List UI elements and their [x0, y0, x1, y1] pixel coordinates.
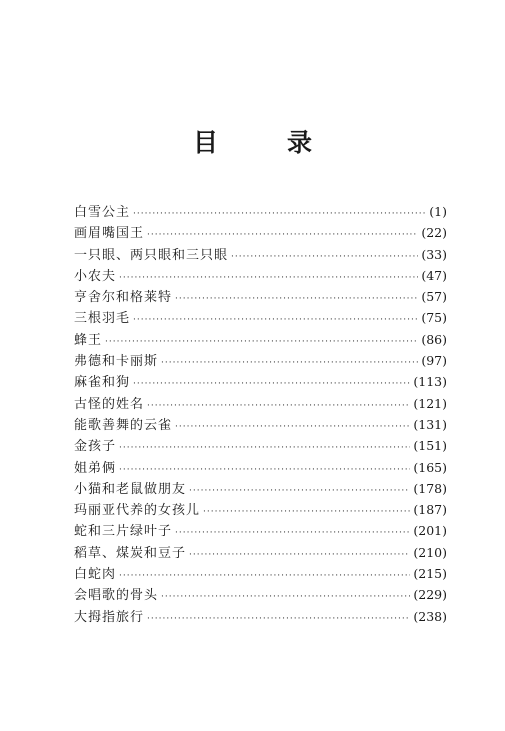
toc-page-number: (151): [413, 438, 447, 454]
toc-dot-leader: [119, 268, 418, 289]
toc-entry-15[interactable]: [74, 499, 447, 520]
toc-entry-18[interactable]: [74, 563, 447, 584]
toc-entry-title: 蜂王: [74, 332, 103, 348]
toc-entry-11[interactable]: [74, 414, 447, 435]
toc-dot-leader: [161, 587, 410, 608]
toc-page-number: (86): [421, 331, 447, 347]
toc-dot-leader: [175, 289, 418, 310]
toc-entry-9[interactable]: [74, 371, 447, 392]
toc-entry-3[interactable]: [74, 244, 447, 265]
toc-entry-10[interactable]: [74, 393, 447, 414]
toc-dot-leader: [119, 566, 410, 587]
toc-page-number: (121): [413, 395, 447, 411]
toc-dot-leader: [231, 247, 418, 268]
toc-entry-title: 会唱歌的骨头: [74, 588, 159, 604]
toc-entry-19[interactable]: [74, 584, 447, 605]
toc-entry-title: 三根羽毛: [74, 311, 131, 327]
toc-entry-title: 大拇指旅行: [74, 609, 145, 625]
toc-entry-title: 白蛇肉: [74, 567, 117, 583]
toc-page-number: (187): [413, 502, 447, 518]
toc-dot-leader: [161, 353, 418, 374]
toc-entry-20[interactable]: [74, 606, 447, 627]
toc-entry-6[interactable]: [74, 307, 447, 328]
toc-entry-title: 亨舍尔和格莱特: [74, 290, 173, 306]
toc-dot-leader: [175, 417, 410, 438]
toc-page-number: (75): [421, 310, 447, 326]
toc-entry-title: 金孩子: [74, 439, 117, 455]
toc-dot-leader: [119, 460, 410, 481]
toc-dot-leader: [133, 310, 418, 331]
toc-dot-leader: [105, 332, 418, 353]
toc-dot-leader: [189, 481, 410, 502]
toc-dot-leader: [133, 204, 426, 225]
toc-entry-title: 蛇和三片绿叶子: [74, 524, 173, 540]
toc-entry-14[interactable]: [74, 478, 447, 499]
toc-entry-2[interactable]: [74, 222, 447, 243]
toc-entry-title: 麻雀和狗: [74, 375, 131, 391]
toc-page-number: (201): [413, 523, 447, 539]
toc-dot-leader: [147, 609, 410, 630]
toc-entry-title: 能歌善舞的云雀: [74, 417, 173, 433]
toc-page-number: (238): [413, 608, 447, 624]
toc-entry-title: 小农夫: [74, 268, 117, 284]
toc-dot-leader: [175, 523, 410, 544]
toc-dot-leader: [133, 374, 410, 395]
toc-entry-13[interactable]: [74, 457, 447, 478]
toc-dot-leader: [203, 502, 410, 523]
toc-entry-title: 稻草、煤炭和豆子: [74, 545, 187, 561]
toc-page-number: (165): [413, 459, 447, 475]
toc-dot-leader: [119, 438, 410, 459]
toc-entry-title: 古怪的姓名: [74, 396, 145, 412]
toc-page-number: (1): [429, 204, 447, 219]
toc-page-number: (22): [421, 225, 447, 241]
toc-entry-16[interactable]: [74, 520, 447, 541]
toc-entry-5[interactable]: [74, 286, 447, 307]
toc-entry-17[interactable]: [74, 542, 447, 563]
toc-entry-8[interactable]: [74, 350, 447, 371]
toc-entry-1[interactable]: [74, 201, 447, 222]
toc-page-number: (131): [413, 416, 447, 432]
toc-entry-4[interactable]: [74, 265, 447, 286]
toc-page-number: (229): [413, 587, 447, 603]
toc-page-number: (215): [413, 566, 447, 582]
toc-dot-leader: [147, 396, 410, 417]
toc-page-number: (210): [413, 544, 447, 560]
toc-entry-title: 画眉嘴国王: [74, 226, 145, 242]
toc-dot-leader: [189, 545, 410, 566]
toc-page-number: (33): [421, 246, 447, 262]
toc-entry-12[interactable]: [74, 435, 447, 456]
toc-page-number: (113): [413, 374, 447, 390]
toc-page-number: (57): [421, 289, 447, 305]
toc-entry-title: 一只眼、两只眼和三只眼: [74, 247, 229, 263]
table-of-contents: [74, 201, 447, 627]
toc-dot-leader: [147, 225, 418, 246]
page-title: 目 录: [192, 128, 334, 157]
toc-entry-7[interactable]: [74, 329, 447, 350]
toc-entry-title: 弗德和卡丽斯: [74, 354, 159, 370]
toc-entry-title: 白雪公主: [74, 205, 131, 220]
toc-entry-title: 姐弟俩: [74, 460, 117, 476]
toc-page-number: (97): [421, 353, 447, 369]
toc-page-number: (178): [413, 480, 447, 496]
toc-entry-title: 小猫和老鼠做朋友: [74, 481, 187, 497]
toc-entry-title: 玛丽亚代养的女孩儿: [74, 503, 201, 519]
toc-page-number: (47): [421, 267, 447, 283]
